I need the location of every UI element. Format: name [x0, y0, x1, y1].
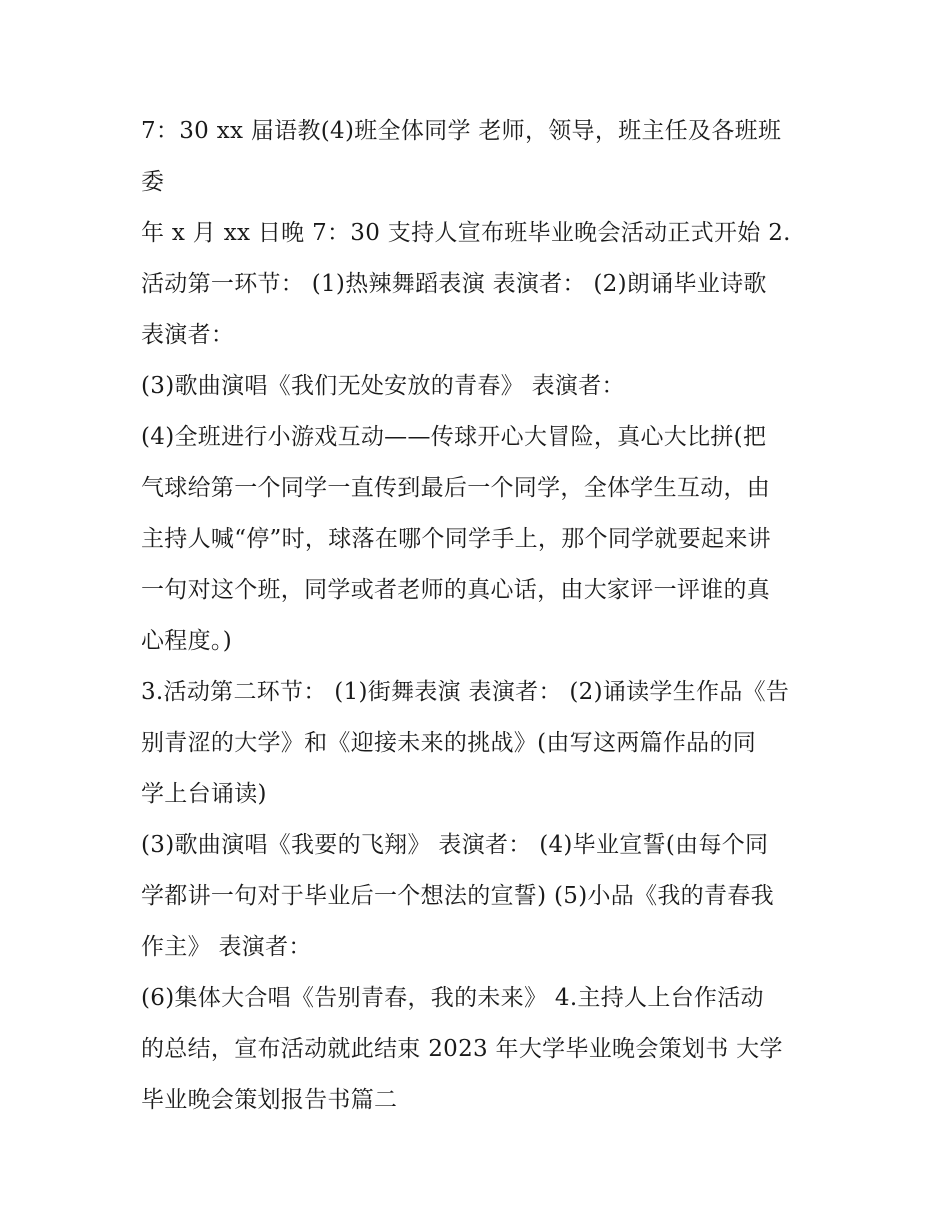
text-line: (6)集体大合唱《告别青春，我的未来》 4.主持人上台作活动 [141, 985, 764, 1011]
text-line: 一句对这个班，同学或者老师的真心话，由大家评一评谁的真 [141, 577, 771, 603]
text-line: 心程度。) [141, 628, 232, 654]
text-line: (3)歌曲演唱《我们无处安放的青春》 表演者： [141, 373, 625, 399]
text-line: 学上台诵读) [141, 781, 267, 807]
text-line: 委 [141, 169, 165, 195]
text-line: 主持人喊“停”时，球落在哪个同学手上，那个同学就要起来讲 [141, 526, 771, 552]
text-line: 学都讲一句对于毕业后一个想法的宣誓) (5)小品《我的青春我 [141, 883, 774, 909]
text-line: 气球给第一个同学一直传到最后一个同学，全体学生互动，由 [141, 475, 771, 501]
text-line: 毕业晚会策划报告书篇二 [141, 1087, 398, 1113]
text-line: (4)全班进行小游戏互动——传球开心大冒险，真心大比拼(把 [141, 424, 767, 450]
text-line: 表演者： [141, 322, 235, 348]
text-line: 活动第一环节： (1)热辣舞蹈表演 表演者： (2)朗诵毕业诗歌 [141, 271, 767, 297]
text-line: 年 x 月 xx 日晚 7：30 支持人宣布班毕业晚会活动正式开始 2. [141, 220, 791, 246]
document-body [141, 106, 813, 1126]
text-line: (3)歌曲演唱《我要的飞翔》 表演者： (4)毕业宣誓(由每个同 [141, 832, 769, 858]
text-line: 别青涩的大学》和《迎接未来的挑战》(由写这两篇作品的同 [141, 730, 757, 756]
text-line: 作主》 表演者： [141, 934, 312, 960]
text-line: 的总结，宣布活动就此结束 2023 年大学毕业晚会策划书 大学 [141, 1036, 783, 1062]
text-line: 3.活动第二环节： (1)街舞表演 表演者： (2)诵读学生作品《告 [141, 679, 790, 705]
text-line: 7：30 xx 届语教(4)班全体同学 老师，领导，班主任及各班班 [141, 118, 782, 144]
